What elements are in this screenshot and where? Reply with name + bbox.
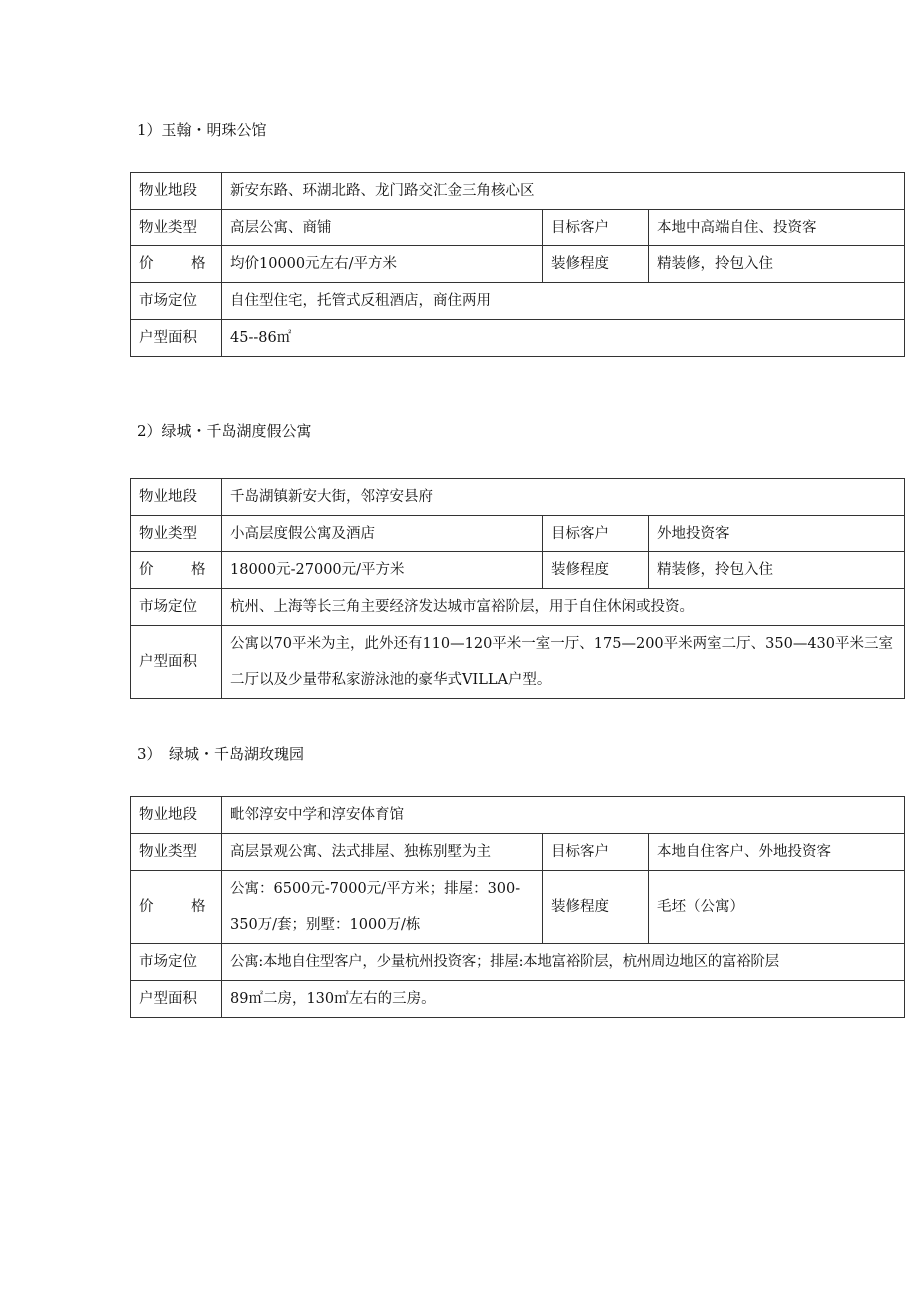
- target-value: 本地自住客户、外地投资客: [649, 834, 905, 871]
- table-row: [131, 516, 905, 552]
- table-row: [131, 981, 905, 1018]
- section-3-heading: 3） 绿城・千岛湖玫瑰园: [137, 745, 305, 763]
- price-label: 价 格: [131, 246, 222, 283]
- area-value: 公寓以70平米为主，此外还有110—120平米一室一厅、175—200平米两室二厅、350—430平米三室二厅以及少量带私家游泳池的豪华式VILLA户型。: [222, 626, 905, 699]
- decor-value: 精装修，拎包入住: [649, 246, 905, 283]
- price-value: 公寓：6500元-7000元/平方米；排屋：300-350万/套；别墅：1000万/栋: [222, 871, 543, 944]
- market-label: 市场定位: [131, 589, 222, 626]
- area-label: 户型面积: [131, 626, 222, 699]
- area-value: 45--86㎡: [222, 320, 905, 357]
- location-label: 物业地段: [131, 479, 222, 516]
- table-row: [131, 626, 905, 699]
- market-label: 市场定位: [131, 283, 222, 320]
- area-label: 户型面积: [131, 981, 222, 1018]
- market-value: 公寓:本地自住型客户，少量杭州投资客；排屋:本地富裕阶层，杭州周边地区的富裕阶层: [222, 944, 905, 981]
- target-label: 目标客户: [543, 210, 649, 246]
- price-label: 价 格: [131, 871, 222, 944]
- table-row: [131, 797, 905, 834]
- target-value: 本地中高端自住、投资客: [649, 210, 905, 246]
- type-value: 高层景观公寓、法式排屋、独栋别墅为主: [222, 834, 543, 871]
- type-value: 高层公寓、商铺: [222, 210, 543, 246]
- table-row: [131, 834, 905, 871]
- section-3-table: [130, 796, 905, 1018]
- price-value: 18000元-27000元/平方米: [222, 552, 543, 589]
- type-label: 物业类型: [131, 516, 222, 552]
- area-value: 89㎡二房，130㎡左右的三房。: [222, 981, 905, 1018]
- decor-value: 精装修，拎包入住: [649, 552, 905, 589]
- location-label: 物业地段: [131, 797, 222, 834]
- price-value: 均价10000元左右/平方米: [222, 246, 543, 283]
- decor-label: 装修程度: [543, 246, 649, 283]
- market-label: 市场定位: [131, 944, 222, 981]
- location-value: 千岛湖镇新安大街，邻淳安县府: [222, 479, 905, 516]
- target-label: 目标客户: [543, 516, 649, 552]
- table-row: [131, 589, 905, 626]
- location-value: 新安东路、环湖北路、龙门路交汇金三角核心区: [222, 173, 905, 210]
- table-row: [131, 283, 905, 320]
- type-value: 小高层度假公寓及酒店: [222, 516, 543, 552]
- table-row: [131, 173, 905, 210]
- decor-label: 装修程度: [543, 552, 649, 589]
- table-row: [131, 944, 905, 981]
- table-row: [131, 246, 905, 283]
- table-row: [131, 552, 905, 589]
- table-row: [131, 320, 905, 357]
- market-value: 杭州、上海等长三角主要经济发达城市富裕阶层，用于自住休闲或投资。: [222, 589, 905, 626]
- location-value: 毗邻淳安中学和淳安体育馆: [222, 797, 905, 834]
- type-label: 物业类型: [131, 210, 222, 246]
- target-value: 外地投资客: [649, 516, 905, 552]
- table-row: [131, 210, 905, 246]
- section-2-heading: 2）绿城・千岛湖度假公寓: [137, 422, 312, 440]
- location-label: 物业地段: [131, 173, 222, 210]
- table-row: [131, 871, 905, 944]
- table-row: [131, 479, 905, 516]
- target-label: 目标客户: [543, 834, 649, 871]
- section-2-table: [130, 478, 905, 699]
- section-1-heading: 1）玉翰・明珠公馆: [137, 121, 267, 139]
- section-1-table: [130, 172, 905, 357]
- area-label: 户型面积: [131, 320, 222, 357]
- decor-label: 装修程度: [543, 871, 649, 944]
- price-label: 价 格: [131, 552, 222, 589]
- decor-value: 毛坯（公寓）: [649, 871, 905, 944]
- market-value: 自住型住宅，托管式反租酒店，商住两用: [222, 283, 905, 320]
- type-label: 物业类型: [131, 834, 222, 871]
